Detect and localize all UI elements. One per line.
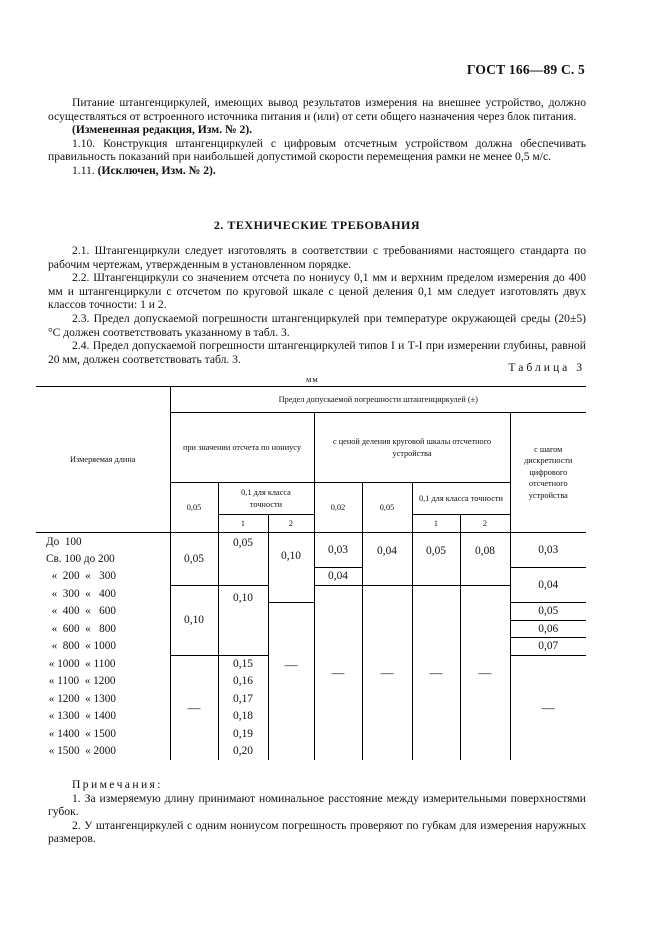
cell-d002-c: —	[314, 585, 362, 760]
row-label: « 600 « 800	[36, 620, 170, 638]
cell-v1-1500: 0,20	[218, 743, 268, 761]
row-label: « 1100 « 1200	[36, 673, 170, 691]
cell-d002-a: 0,03	[314, 533, 362, 568]
row-label: « 1000 « 1100	[36, 655, 170, 673]
row-label: « 1400 « 1500	[36, 725, 170, 743]
table-unit: мм	[306, 374, 319, 384]
requirements-text	[48, 244, 586, 366]
cell-dig-a: 0,03	[510, 533, 586, 568]
cell-dig-c: 0,05	[510, 603, 586, 621]
note-2: 2. У штангенциркулей с одним нониусом погрешность проверяют по губкам для измерения наружных размеров.	[48, 818, 586, 846]
cell-v005-c: —	[170, 655, 218, 760]
cell-v2-a: 0,10	[268, 533, 314, 603]
row-label: « 200 « 300	[36, 568, 170, 586]
table-caption: Таблица 3	[508, 361, 585, 374]
cell-dig-e: 0,07	[510, 638, 586, 656]
paragraph-1-11-bold: (Исключен, Изм. № 2).	[97, 163, 216, 177]
header-dial-002: 0,02	[314, 483, 362, 533]
cell-v1-1300: 0,18	[218, 708, 268, 726]
cell-v1-1400: 0,19	[218, 725, 268, 743]
header-vernier-01-class: 0,1 для класса точности	[218, 483, 314, 515]
cell-v1-1200: 0,17	[218, 690, 268, 708]
notes-title: Примечания:	[72, 778, 163, 791]
header-vernier-class-1: 1	[218, 515, 268, 533]
row-label: « 300 « 400	[36, 585, 170, 603]
tolerance-table	[36, 386, 586, 760]
cell-dig-f: —	[541, 699, 555, 715]
header-dial-class-2: 2	[460, 515, 510, 533]
paragraph-2-1: 2.1. Штангенциркули следует изготовлять в соответствии с требованиями настоящего стандарта по рабочим чертежам, утвержденным в установленном порядке.	[48, 244, 586, 271]
cell-v2-b: —	[268, 603, 314, 761]
cell-d2-a: 0,08	[460, 533, 510, 586]
header-dial-class-1: 1	[412, 515, 460, 533]
paragraph-2-4: 2.4. Предел допускаемой погрешности штангенциркулей типов I и Т-I при измерении глубины, равной 20 мм, должен соответствовать табл. 3.	[48, 339, 586, 366]
header-vernier: при значении отсчета по нониусу	[170, 413, 314, 483]
cell-v1-spacer	[218, 568, 268, 586]
row-label: Св. 100 до 200	[36, 550, 170, 568]
paragraph-1-11-number: 1.11.	[72, 163, 98, 177]
cell-v005-b: 0,10	[170, 585, 218, 655]
cell-d2-b: —	[460, 585, 510, 760]
header-dial-005: 0,05	[362, 483, 412, 533]
paragraph-2-3: 2.3. Предел допускаемой погрешности штангенциркулей при температуре окружающей среды (20±5) °С должен соответствовать указанному в табл. 3.	[48, 311, 586, 339]
cell-d1-a: 0,05	[412, 533, 460, 586]
header-measured-length: Измеряемая длина	[36, 387, 170, 533]
cell-dig-b: 0,04	[510, 568, 586, 603]
row-label: « 800 « 1000	[36, 638, 170, 656]
cell-v1-1000: 0,15	[218, 655, 268, 673]
paragraph-1-11	[48, 164, 586, 178]
header-error-limit: Предел допускаемой погрешности штангенциркулей (±)	[170, 387, 586, 413]
page-header: ГОСТ 166—89 С. 5	[466, 62, 585, 77]
amendment-note-bold: (Измененная редакция, Изм. № 2).	[72, 123, 253, 137]
intro-text	[48, 96, 586, 178]
cell-d005-b: —	[362, 585, 412, 760]
cell-v005-a: 0,05	[170, 533, 218, 586]
row-label: « 400 « 600	[36, 603, 170, 621]
row-label: « 1300 « 1400	[36, 708, 170, 726]
header-digital: с шагом дискретности цифрового отсчетного устройства	[510, 413, 586, 533]
paragraph-amendment-note	[48, 123, 586, 137]
cell-v1-a: 0,05	[218, 533, 268, 568]
header-dial: с ценой деления круговой шкалы отсчетного устройства	[314, 413, 510, 483]
header-dial-01-class: 0,1 для класса точности	[412, 483, 510, 515]
cell-d002-b: 0,04	[314, 568, 362, 586]
cell-v1-b: 0,10	[218, 585, 268, 655]
section-title: 2. ТЕХНИЧЕСКИЕ ТРЕБОВАНИЯ	[213, 218, 421, 232]
cell-dig-d: 0,06	[510, 620, 586, 638]
cell-v1-1100: 0,16	[218, 673, 268, 691]
row-label: « 1500 « 2000	[36, 743, 170, 761]
row-label: До 100	[36, 533, 170, 551]
paragraph-1-10: 1.10. Конструкция штангенциркулей с цифровым отсчетным устройством должна обеспечивать правильность показаний при наибольшей допустимой скорости перемещения рамки не менее 0,5 м/с.	[48, 136, 586, 164]
paragraph-2-2: 2.2. Штангенциркули со значением отсчета по нониусу 0,1 мм и верхним пределом измерения до 400 мм и штангенциркули с отсчетом по круговой шкале с ценой деления 0,1 мм следует изготовлять двух классов точности: 1 и 2.	[48, 271, 586, 312]
note-1: 1. За измеряемую длину принимают номинальное расстояние между измерительными поверхностями губок.	[48, 791, 586, 819]
cell-d1-b: —	[412, 585, 460, 760]
cell-d005-a: 0,04	[362, 533, 412, 586]
header-vernier-class-2: 2	[268, 515, 314, 533]
table-notes	[48, 778, 586, 846]
header-vernier-005: 0,05	[170, 483, 218, 533]
row-label: « 1200 « 1300	[36, 690, 170, 708]
paragraph-power-supply: Питание штангенциркулей, имеющих вывод результатов измерения на внешнее устройство, должно осуществляться от встроенного источника питания и (или) от сети общего назначения через блок питания.	[48, 96, 586, 123]
